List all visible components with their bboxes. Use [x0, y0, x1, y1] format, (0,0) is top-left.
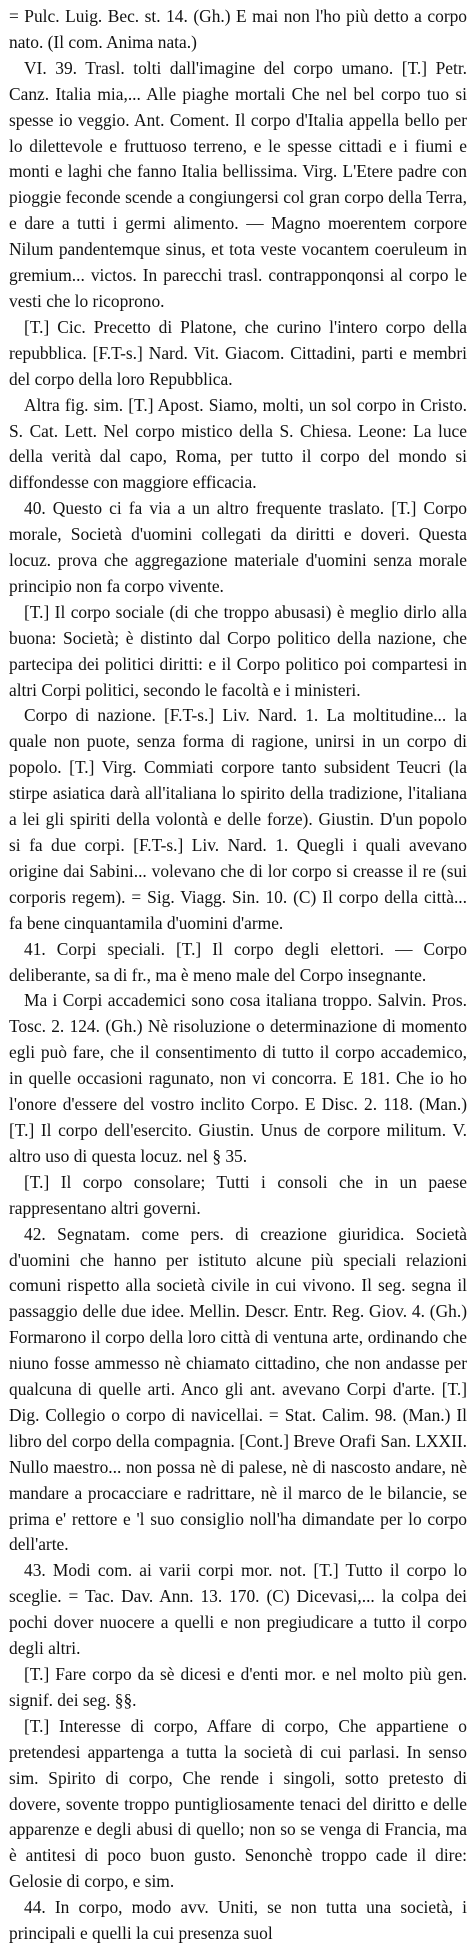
citation-paragraph: Ma i Corpi accademici sono cosa italiana troppo. Salvin. Pros. Tosc. 2. 124. (Gh.) Nè risoluzione o determinazione di momento egli può fare, che il consentimento di tutto il corpo accademico, in quelle occasioni ragunato, non vi concorra. E 181. Che io ho l'onore d'essere del vostro inclito Corpo. E Disc. 2. 118. (Man.) [T.] Il corpo dell'esercito. Giustin. Unus de corpore militum. V. altro uso di questa locuz. nel § 35. — [9, 990, 467, 1166]
citation-paragraph: [T.] Il corpo consolare; Tutti i consoli che in un paese rappresentano altri governi. — [9, 1171, 467, 1218]
citation-paragraph: [T.] Interesse di corpo, Affare di corpo, Che appartiene o pretendesi appartenga a tutta la società di cui parlasi. In senso sim. Spirito di corpo, Che rende i singoli, sotto pretesto di dovere, sovente troppo puntigliosamente tenaci del diritto e delle apparenze e degli abusi di quello; non so se venga di Francia, ma è antitesi di poco buon gusto. Senonchè troppo cade il dire: Gelosie di corpo, e sim. — [9, 1715, 467, 1892]
citation-paragraph: [T.] Fare corpo da sè dicesi e d'enti mor. e nel molto più gen. signif. dei seg. §§. — [9, 1664, 467, 1710]
sense-40-paragraph: 40. Questo ci fa via a un altro frequente traslato. [T.] Corpo morale, Società d'uomini collegati da diritti e doveri. Questa locuz. prova che aggregazione materiale d'uomini senza morale principio non fa corpo vivente. — [9, 498, 467, 596]
citation-paragraph: [T.] Cic. Precetto di Platone, che curino l'intero corpo della repubblica. [F.T-s.] Nard. Vit. Giacom. Cittadini, parti e membri del corpo della loro Repubblica. — [9, 316, 467, 389]
sense-39-paragraph: VI. 39. Trasl. tolti dall'imagine del corpo umano. [T.] Petr. Canz. Italia mia,... Alle piaghe mortali Che nel bel corpo tuo si spesse io veggio. Ant. Coment. Il corpo d'Italia appella bello per lo dilettevole e fruttuoso terreno, e le spesse cittadi e i fiumi e monti e laghi che fanno Italia bellissima. Virg. L'Etere padre con pioggie feconde scende a congiungersi col gran corpo della Terra, e dare a tutti i germi alimento. — Magno moerentem corpore Nilum pandentemque sinus, et tota veste vocantem coeruleum in gremium... victos. In parecchi trasl. contrapponqonsi al corpo le vesti che lo ricoprono. — [9, 57, 467, 311]
continuation-paragraph: = Pulc. Luig. Bec. st. 14. (Gh.) E mai non l'ho più detto a corpo nato. (Il com. Anima nata.) — [9, 6, 467, 52]
sense-44-paragraph: 44. In corpo, modo avv. Uniti, se non tutta una società, i principali e quelli la cui presenza suol — [9, 1897, 467, 1944]
sense-41-paragraph: 41. Corpi speciali. [T.] Il corpo degli elettori. — Corpo deliberante, sa di fr., ma è meno male del Corpo insegnante. — [9, 938, 467, 985]
sense-43-paragraph: 43. Modi com. ai varii corpi mor. not. [T.] Tutto il corpo lo sceglie. = Tac. Dav. Ann. 13. 170. (C) Dicevasi,... la colpa dei pochi dover nuocere a quelli e non pregiudicare a tutto il corpo degli altri. — [9, 1560, 467, 1659]
citation-paragraph: Corpo di nazione. [F.T-s.] Liv. Nard. 1. La moltitudine... la quale non puote, senza forma di ragione, unirsi in un corpo di popolo. [T.] Virg. Commiati corpore tanto subsident Teucri (la stirpe asiatica darà all'italiana lo spirito della tradizione, l'italiana a lei gli spiriti della volontà e delle forze). Giustin. D'un popolo si fa due corpi. [F.T-s.] Liv. Nard. 1. Quegli i quali avevano origine dai Sabini... volevano che di lor corpo si creasse il re (sui corporis regem). = Sig. Viagg. Sin. 10. (C) Il corpo della città... fa bene cinquantamila d'uomini d'arme. — [9, 705, 467, 933]
sense-42-paragraph: 42. Segnatam. come pers. di creazione giuridica. Società d'uomini che hanno per istituto alcune più speciali relazioni comuni rispetto alla società civile in cui vivono. Il seg. segna il passaggio delle due idee. Mellin. Descr. Entr. Reg. Giov. 4. (Gh.) Formarono il corpo della loro città di ventuna arte, ordinando che niuno fosse ammesso nè chiamato cittadino, che non andasse per qualcuna di quelle arti. Anco gli ant. avevano Corpi d'arte. [T.] Dig. Collegio o corpo di navicellai. = Stat. Calim. 98. (Man.) Il libro del corpo della compagnia. [Cont.] Breve Orafi San. LXXII. Nullo maestro... non possa nè di palese, nè di nascosto andare, nè mandare a procacciare e radrittare, nè il marco de le bilancie, se prima e' rettore e 'l suo consiglio noll'ha dimandate per lo corpo dell'arte. — [9, 1223, 467, 1555]
citation-paragraph: Altra fig. sim. [T.] Apost. Siamo, molti, un sol corpo in Cristo. S. Cat. Lett. Nel corpo mistico della S. Chiesa. Leone: La luce della verità dal capo, Roma, per tutto il corpo del mondo si diffondesse con maggiore efficacia. — [9, 394, 467, 493]
dictionary-entry-corpo — [9, 4, 467, 1947]
citation-paragraph: [T.] Il corpo sociale (di che troppo abusasi) è meglio dirlo alla buona: Società; è distinto dal Corpo politico della nazione, che partecipa dei politici diritti: e il Corpo politico poi compartesi in altri Corpi politici, secondo le facoltà e i ministeri. — [9, 601, 467, 700]
